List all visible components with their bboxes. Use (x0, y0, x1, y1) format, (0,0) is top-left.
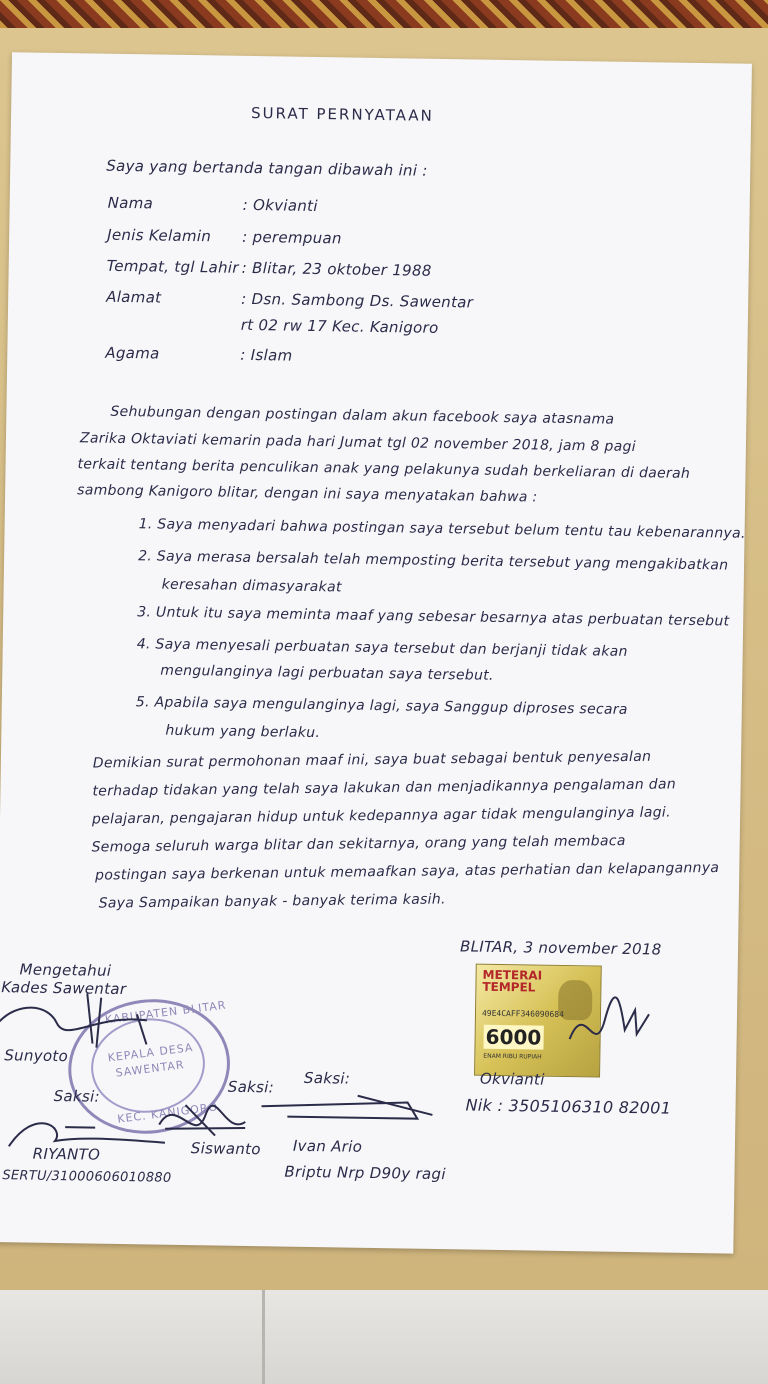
witness-3-signature (257, 1086, 438, 1129)
field-label: Alamat (106, 287, 162, 307)
statement-point: 2. Saya merasa bersalah telah memposting berita tersebut yang mengakibatkan (138, 548, 729, 574)
identity-field-row (108, 194, 318, 215)
village-head-caption: Mengetahui (19, 960, 112, 980)
witness-1-label: Saksi: (53, 1086, 101, 1106)
revenue-stamp-title: METERAI TEMPEL (482, 967, 543, 995)
closing-line: terhadap tidakan yang telah saya lakukan dan menjadikannya pengalaman dan (92, 776, 677, 800)
closing-line: Demikian surat permohonan maaf ini, saya buat sebagai bentuk penyesalan (92, 748, 652, 772)
witness-2-label: Saksi: (227, 1077, 275, 1097)
statement-point: 5. Apabila saya mengulanginya lagi, saya Sanggup diproses secara (135, 694, 628, 718)
field-label: Nama (107, 193, 154, 213)
body-line: sambong Kanigoro blitar, dengan ini saya menyatakan bahwa : (77, 482, 538, 506)
tile-seam (262, 1290, 265, 1384)
stamp-top-text: KABUPATEN BLITAR (104, 998, 228, 1027)
field-value: : Dsn. Sambong Ds. Sawentar (241, 289, 474, 312)
closing-line: Semoga seluruh warga blitar dan sekitarnya, orang yang telah membaca (91, 833, 626, 856)
body-line: Sehubungan dengan postingan dalam akun facebook saya atasnama (110, 403, 615, 428)
identity-field-row (105, 344, 292, 365)
closing-line: Saya Sampaikan banyak - banyak terima kasih. (98, 891, 446, 912)
village-head-name: Sunyoto (4, 1046, 69, 1066)
floor-tiles (0, 1290, 768, 1384)
body-line: terkait tentang berita penculikan anak yang pelakunya sudah berkeliaran di daerah (77, 456, 691, 482)
statement-point: keresahan dimasyarakat (161, 576, 342, 596)
stamp-bottom-text: KEC. KANIGORO (116, 1100, 219, 1126)
signer-nik: Nik : 3505106310 82001 (465, 1095, 672, 1118)
identity-field-row (107, 257, 432, 280)
witness-2-name: Siswanto (190, 1139, 261, 1159)
field-label: Agama (105, 343, 160, 363)
revenue-stamp-value: 6000 (485, 1024, 542, 1050)
witness-1-id: SERTU/31000606010880 (2, 1168, 172, 1186)
revenue-stamp-words: ENAM RIBU RUPIAH (483, 1052, 542, 1061)
signer-signature (564, 989, 655, 1060)
revenue-stamp-code: 49E4CAFF346090684 (481, 1008, 564, 1019)
statement-point: 1. Saya menyadari bahwa postingan saya tersebut belum tentu tau kebenarannya. (138, 516, 746, 542)
village-head-title: Kades Sawentar (1, 978, 127, 999)
witness-1-name: RIYANTO (32, 1144, 101, 1164)
statement-point: 3. Untuk itu saya meminta maaf yang sebesar besarnya atas perbuatan tersebut (137, 604, 730, 630)
field-value: : perempuan (242, 227, 342, 248)
letter-title: SURAT PERNYATAAN (250, 103, 435, 125)
intro-line: Saya yang bertanda tangan dibawah ini : (106, 156, 428, 180)
field-value: rt 02 rw 17 Kec. Kanigoro (240, 315, 439, 337)
identity-field-row (107, 226, 342, 248)
witness-3-name: Ivan Ario (292, 1136, 363, 1156)
place-date: BLITAR, 3 november 2018 (459, 937, 662, 959)
witness-3-label: Saksi: (303, 1068, 351, 1088)
body-line: Zarika Oktaviati kemarin pada hari Jumat tgl 02 november 2018, jam 8 pagi (79, 430, 637, 456)
statement-point: mengulanginya lagi perbuatan saya tersebut. (160, 662, 494, 684)
village-head-signature (0, 982, 167, 1055)
field-value: : Okvianti (242, 195, 318, 216)
closing-line: pelajaran, pengajaran hidup untuk kedepannya agar tidak mengulanginya lagi. (91, 804, 671, 828)
field-label: Jenis Kelamin (107, 225, 212, 246)
identity-field-row (106, 314, 439, 337)
field-value: : Islam (240, 345, 293, 365)
signer-name: Okvianti (479, 1069, 545, 1089)
field-label: Tempat, tgl Lahir (106, 256, 239, 277)
field-label (106, 328, 241, 330)
statement-point: hukum yang berlaku. (165, 722, 321, 742)
stamp-mid-text-2: SAWENTAR (114, 1058, 186, 1080)
identity-field-row (106, 288, 473, 312)
stamp-mid-text: KEPALA DESA (106, 1040, 195, 1065)
field-value: : Blitar, 23 oktober 1988 (241, 258, 432, 280)
statement-point: 4. Saya menyesali perbuatan saya tersebut dan berjanji tidak akan (136, 636, 628, 660)
closing-line: postingan saya berkenan untuk memaafkan saya, atas perhatian dan kelapangannya (95, 859, 720, 884)
witness-3-id: Briptu Nrp D90y ragi (284, 1162, 446, 1184)
statement-letter (0, 52, 752, 1253)
